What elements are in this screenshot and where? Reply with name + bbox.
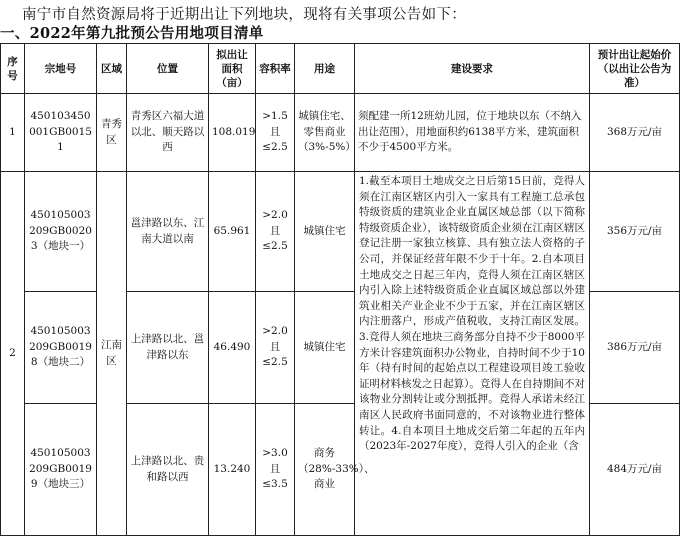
cell-far: >1.5且≤2.5 [256, 94, 295, 172]
cell-district: 江南区 [97, 172, 127, 536]
cell-price: 386万元/亩 [590, 292, 680, 404]
cell-far: >3.0且≤3.5 [256, 404, 295, 536]
cell-far: >2.0且≤2.5 [256, 292, 295, 404]
group-requirements-text: 1.截至本项目土地成交之日后第15日前，竞得人须在江南区辖区内引入一家具有工程施工总承包特级资质的建筑业企业直属区域总部（以下简称特级资质企业），该特级资质企业须在江南区辖区登记注册一家独立核算、具有独立法人资格的子公司，并保证经营年限不少于十年。2.自本项目土地成交之日起三年内，竞得人须在江南区辖区内引入除上述特级资质企业直属区域总部以外建筑业相关产业企业不少于五家，并在江南区辖区内注册落户，形成产值税收，支持江南区发展。3.竞得人须在地块三商务部分自持不少于8000平方米计容建筑面积办公物业，自持时间不少于10年（持有时间的起始点以工程建设项目竣工验收证明材料核发之日起算）。竞得人在自持期间不对该物业分割转让或分割抵押。竞得人承诺未经江南区人民政府书面同意的，不对该物业进行整体转让。4.自本项目土地成交后第二年起的五年内（2023年-2027年度），竞得人引入的企业（含 [359, 175, 585, 453]
header-price: 预计出让起始价（以出让公告为准） [590, 44, 680, 94]
cell-area: 108.019 [209, 94, 256, 172]
cell-seq: 1 [1, 94, 25, 172]
header-parcel-no: 宗地号 [25, 44, 97, 94]
header-requirements: 建设要求 [355, 44, 590, 94]
cell-location: 上津路以北、邕津路以东 [127, 292, 209, 404]
table-header-row [1, 44, 680, 94]
header-use: 用途 [295, 44, 355, 94]
cell-price: 368万元/亩 [590, 94, 680, 172]
cell-use: 城镇住宅、零售商业（3%-5%） [295, 94, 355, 172]
cell-use: 城镇住宅 [295, 172, 355, 292]
header-far: 容积率 [256, 44, 295, 94]
cell-seq: 2 [1, 172, 25, 536]
section-heading: 一、2022年第九批预公告用地项目清单 [0, 25, 264, 42]
header-district: 区域 [97, 44, 127, 94]
cell-group-requirements [355, 172, 590, 536]
cell-district: 青秀区 [97, 94, 127, 172]
cell-location: 青秀区六福大道以北、顺天路以西 [127, 94, 209, 172]
cell-price: 356万元/亩 [590, 172, 680, 292]
table-row [1, 94, 680, 172]
cell-area: 13.240 [209, 404, 256, 536]
cell-parcel-no: 450105003209GB00199（地块三） [25, 404, 97, 536]
table-row [1, 172, 680, 292]
cell-use: 城镇住宅 [295, 292, 355, 404]
cell-area: 46.490 [209, 292, 256, 404]
header-seq: 序号 [1, 44, 25, 94]
cell-far: >2.0且≤2.5 [256, 172, 295, 292]
cell-location: 上津路以北、贵和路以西 [127, 404, 209, 536]
cell-requirements: 须配建一所12班幼儿园，位于地块以东（不纳入出让范围），用地面积约6138平方米，建筑面积不少于4500平方米。 [355, 94, 590, 172]
cell-price: 484万元/亩 [590, 404, 680, 536]
cell-use: 商务（28%-33%）、商业 [295, 404, 355, 536]
cell-parcel-no: 450105003209GB00198（地块二） [25, 292, 97, 404]
header-location: 位置 [127, 44, 209, 94]
cell-parcel-no: 450105003209GB00203（地块一） [25, 172, 97, 292]
cell-location: 邕津路以东、江南大道以南 [127, 172, 209, 292]
header-area: 拟出让面积（亩） [209, 44, 256, 94]
land-plot-table [0, 43, 680, 536]
notice-intro: 南宁市自然资源局将于近期出让下列地块，现将有关事项公告如下： [22, 7, 466, 23]
cell-parcel-no: 450103450001GB00151 [25, 94, 97, 172]
cell-area: 65.961 [209, 172, 256, 292]
